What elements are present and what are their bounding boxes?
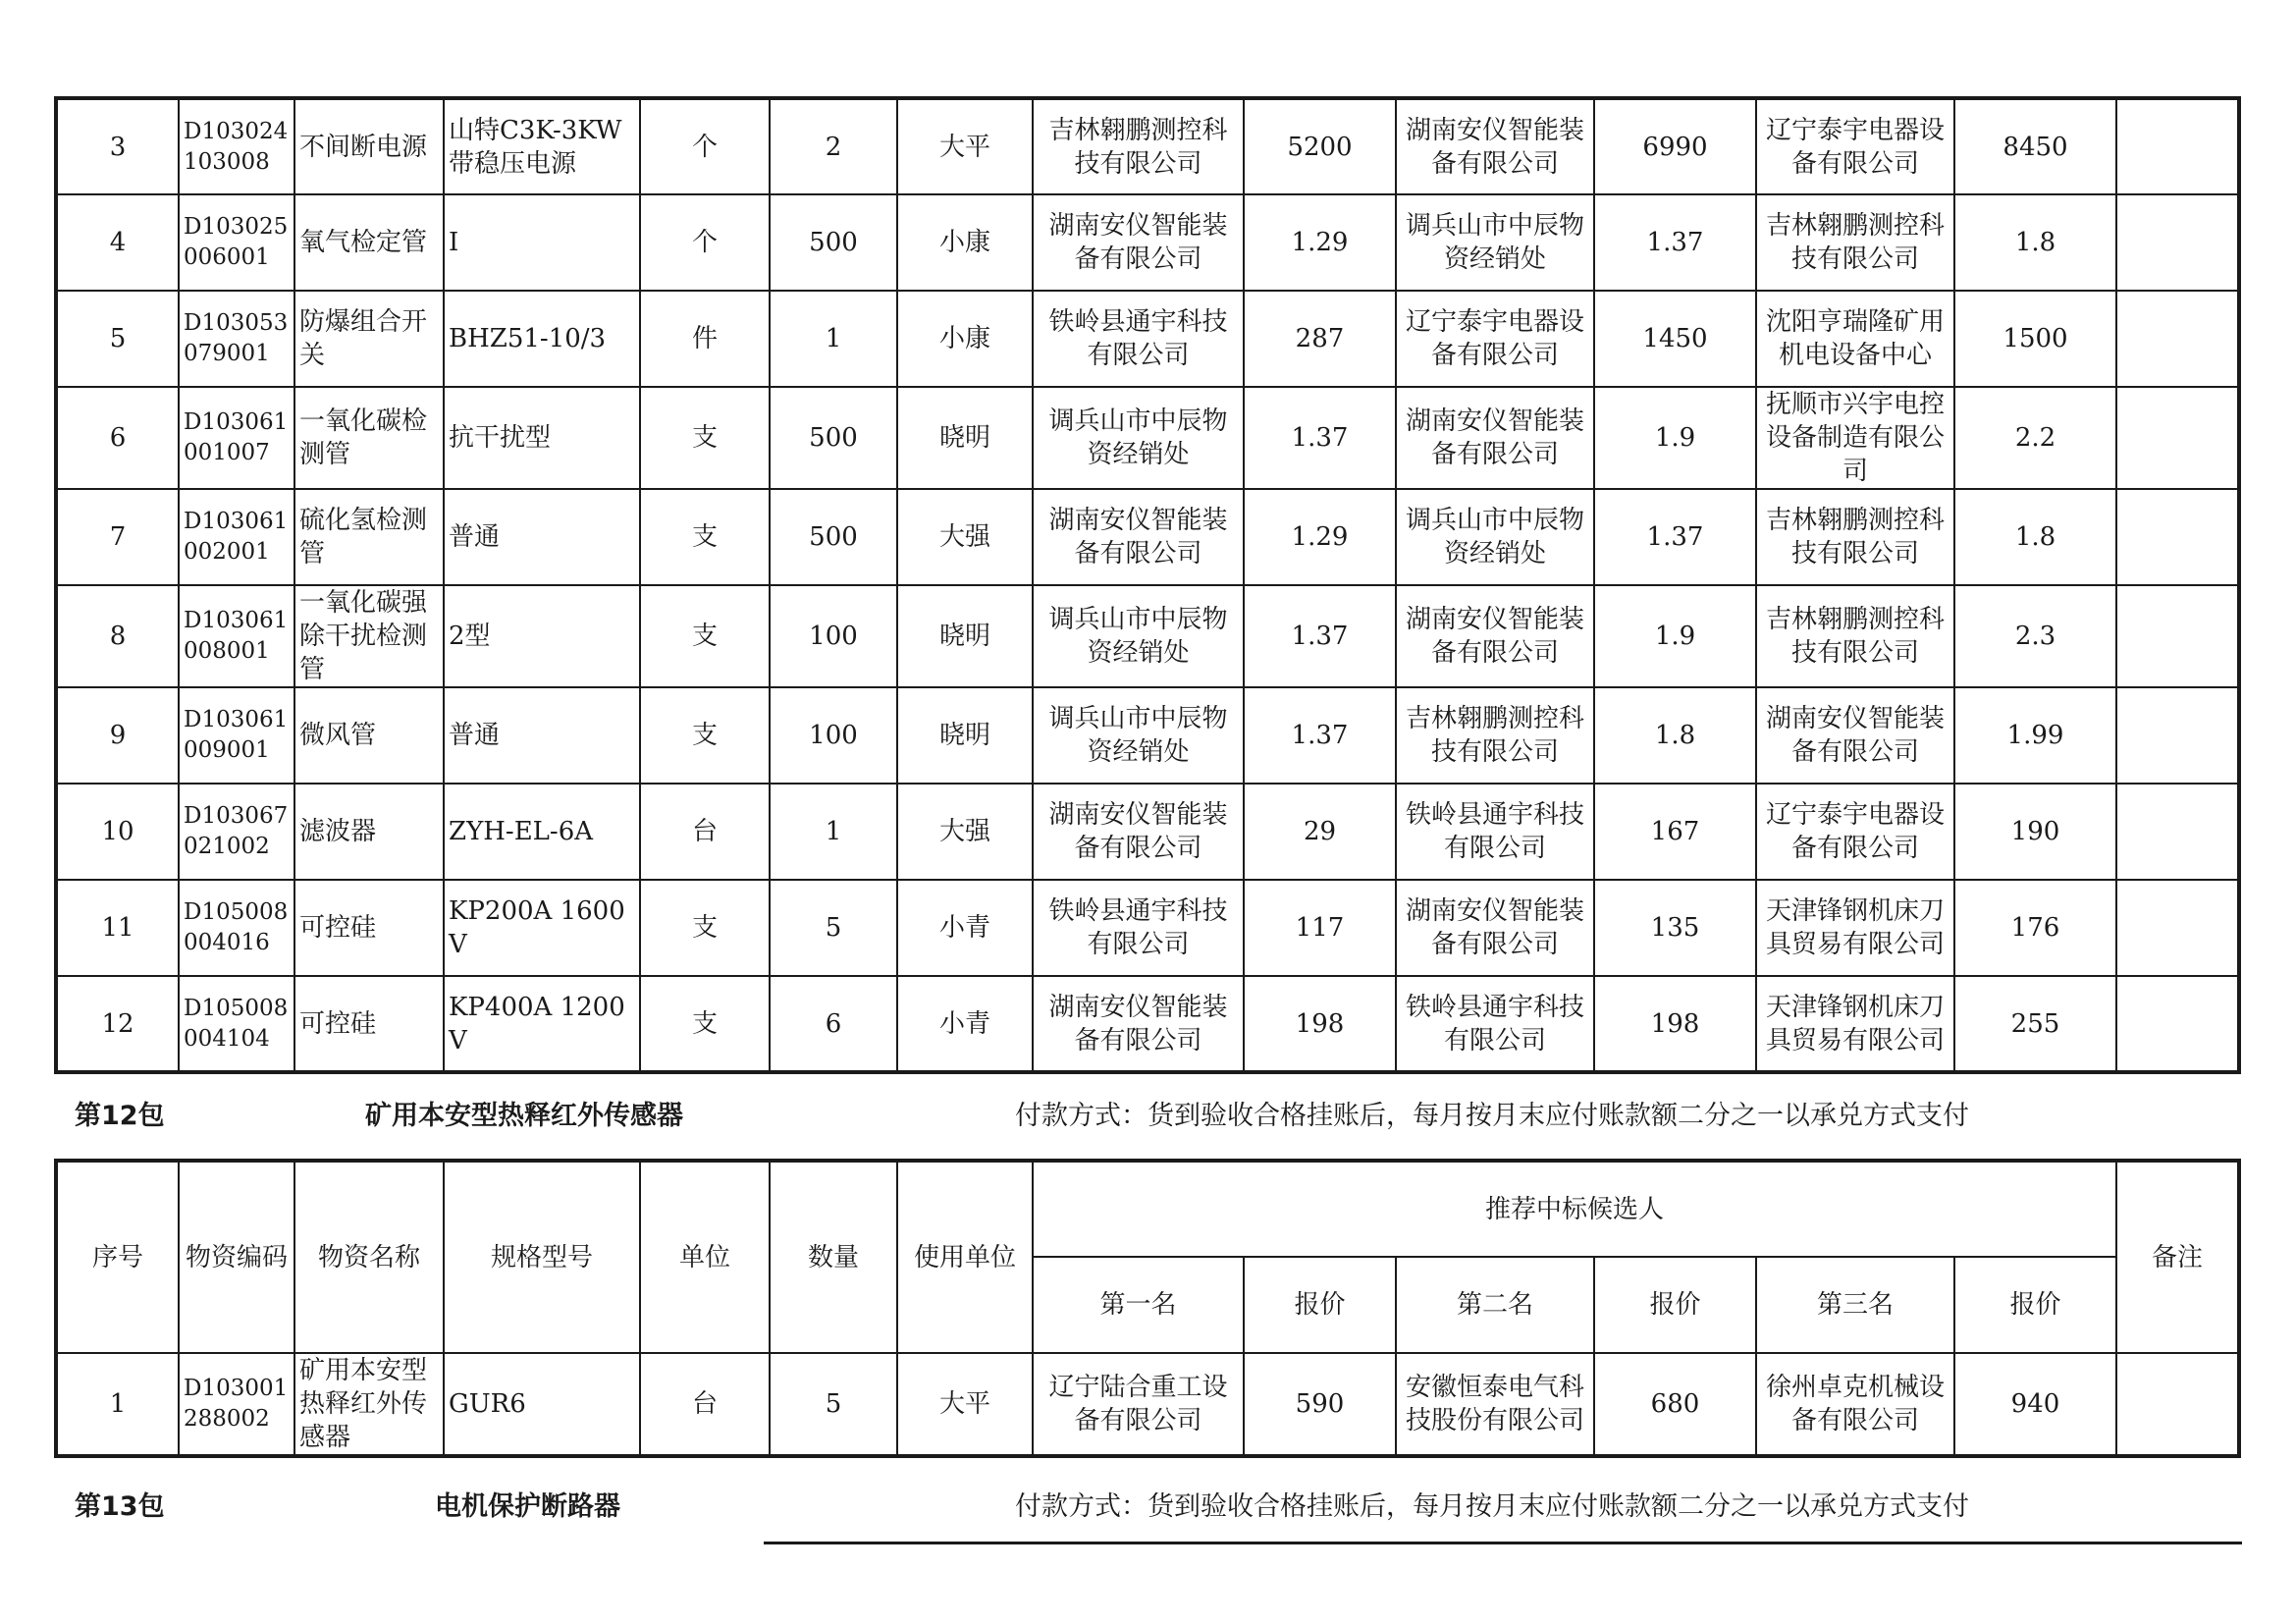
cell-spec-model: 2型: [444, 585, 640, 687]
header-material-code: 物资编码: [179, 1161, 294, 1353]
cell-material-name: 滤波器: [294, 784, 444, 880]
table-row: [56, 687, 2239, 784]
cell-serial-no: 6: [56, 387, 179, 489]
header-quantity: 数量: [770, 1161, 897, 1353]
header-remarks: 备注: [2116, 1161, 2239, 1353]
cell-material-name: 微风管: [294, 687, 444, 784]
cell-third-place: 徐州卓克机械设备有限公司: [1756, 1353, 1954, 1456]
cell-spec-model: I: [444, 194, 640, 291]
cell-price-3: 255: [1954, 976, 2116, 1072]
package-12-payment-terms: 付款方式：货到验收合格挂账后，每月按月末应付账款额二分之一以承兑方式支付: [1015, 1101, 1969, 1131]
cell-spec-model: 抗干扰型: [444, 387, 640, 489]
cell-remarks: [2116, 291, 2239, 387]
cell-user-unit: 小青: [897, 976, 1033, 1072]
table-row: [56, 880, 2239, 976]
cell-first-place: 调兵山市中辰物资经销处: [1033, 387, 1244, 489]
cell-price-1: 590: [1244, 1353, 1396, 1456]
cell-user-unit: 小康: [897, 291, 1033, 387]
cell-first-place: 铁岭县通宇科技有限公司: [1033, 880, 1244, 976]
cell-second-place: 铁岭县通宇科技有限公司: [1396, 784, 1594, 880]
cell-remarks: [2116, 687, 2239, 784]
cell-serial-no: 9: [56, 687, 179, 784]
cell-spec-model: ZYH-EL-6A: [444, 784, 640, 880]
cell-price-1: 287: [1244, 291, 1396, 387]
cell-quantity: 500: [770, 387, 897, 489]
cell-quantity: 500: [770, 489, 897, 585]
cell-user-unit: 小青: [897, 880, 1033, 976]
cell-spec-model: KP400A 1200V: [444, 976, 640, 1072]
cell-price-3: 1500: [1954, 291, 2116, 387]
table-row: [56, 784, 2239, 880]
header-spec-model: 规格型号: [444, 1161, 640, 1353]
cell-serial-no: 10: [56, 784, 179, 880]
cell-price-1: 117: [1244, 880, 1396, 976]
cell-price-2: 680: [1594, 1353, 1756, 1456]
cell-material-name: 一氧化碳检测管: [294, 387, 444, 489]
cell-spec-model: GUR6: [444, 1353, 640, 1456]
cell-price-2: 198: [1594, 976, 1756, 1072]
header-serial-no: 序号: [56, 1161, 179, 1353]
cell-unit: 支: [640, 489, 770, 585]
header-unit: 单位: [640, 1161, 770, 1353]
cell-quantity: 1: [770, 784, 897, 880]
table-row: [56, 387, 2239, 489]
header-price-3: 报价: [1954, 1257, 2116, 1353]
cell-material-code: D103053079001: [179, 291, 294, 387]
package-13-number: 第13包: [75, 1491, 165, 1522]
cell-quantity: 6: [770, 976, 897, 1072]
divider-line: [764, 1542, 2242, 1544]
header-price-1: 报价: [1244, 1257, 1396, 1353]
cell-price-1: 1.37: [1244, 585, 1396, 687]
cell-material-code: D103001288002: [179, 1353, 294, 1456]
cell-second-place: 铁岭县通宇科技有限公司: [1396, 976, 1594, 1072]
cell-first-place: 调兵山市中辰物资经销处: [1033, 687, 1244, 784]
cell-material-code: D103067021002: [179, 784, 294, 880]
cell-material-code: D105008004104: [179, 976, 294, 1072]
cell-price-2: 1450: [1594, 291, 1756, 387]
cell-third-place: 天津锋钢机床刀具贸易有限公司: [1756, 976, 1954, 1072]
cell-user-unit: 大平: [897, 1353, 1033, 1456]
cell-unit: 台: [640, 1353, 770, 1456]
header-price-2: 报价: [1594, 1257, 1756, 1353]
cell-serial-no: 4: [56, 194, 179, 291]
cell-user-unit: 晓明: [897, 387, 1033, 489]
procurement-table: [54, 96, 2241, 1074]
cell-material-code: D103061002001: [179, 489, 294, 585]
cell-unit: 支: [640, 387, 770, 489]
procurement-table-body: [56, 98, 2239, 1072]
cell-first-place: 湖南安仪智能装备有限公司: [1033, 194, 1244, 291]
cell-material-code: D103061009001: [179, 687, 294, 784]
cell-unit: 个: [640, 194, 770, 291]
cell-material-code: D103024103008: [179, 98, 294, 194]
table-row: [56, 194, 2239, 291]
table-row: [56, 291, 2239, 387]
cell-third-place: 吉林翱鹏测控科技有限公司: [1756, 194, 1954, 291]
cell-price-3: 2.2: [1954, 387, 2116, 489]
header-recommended-candidates: 推荐中标候选人: [1033, 1161, 2116, 1257]
cell-quantity: 100: [770, 687, 897, 784]
cell-third-place: 辽宁泰宇电器设备有限公司: [1756, 98, 1954, 194]
cell-serial-no: 7: [56, 489, 179, 585]
cell-price-1: 198: [1244, 976, 1396, 1072]
cell-serial-no: 5: [56, 291, 179, 387]
cell-second-place: 调兵山市中辰物资经销处: [1396, 194, 1594, 291]
cell-unit: 台: [640, 784, 770, 880]
cell-user-unit: 大平: [897, 98, 1033, 194]
package-12-number: 第12包: [75, 1101, 165, 1131]
cell-first-place: 吉林翱鹏测控科技有限公司: [1033, 98, 1244, 194]
cell-third-place: 湖南安仪智能装备有限公司: [1756, 687, 1954, 784]
cell-third-place: 抚顺市兴宇电控设备制造有限公司: [1756, 387, 1954, 489]
header-first-place: 第一名: [1033, 1257, 1244, 1353]
cell-price-3: 176: [1954, 880, 2116, 976]
cell-user-unit: 晓明: [897, 687, 1033, 784]
cell-price-3: 8450: [1954, 98, 2116, 194]
cell-price-2: 1.37: [1594, 194, 1756, 291]
package-13-title: 电机保护断路器: [435, 1491, 620, 1522]
cell-unit: 支: [640, 687, 770, 784]
cell-user-unit: 大强: [897, 784, 1033, 880]
cell-material-code: D105008004016: [179, 880, 294, 976]
cell-serial-no: 12: [56, 976, 179, 1072]
cell-user-unit: 小康: [897, 194, 1033, 291]
cell-quantity: 1: [770, 291, 897, 387]
cell-quantity: 500: [770, 194, 897, 291]
table-row: [56, 1353, 2239, 1456]
cell-price-2: 1.37: [1594, 489, 1756, 585]
cell-remarks: [2116, 194, 2239, 291]
cell-third-place: 沈阳亨瑞隆矿用机电设备中心: [1756, 291, 1954, 387]
cell-unit: 支: [640, 880, 770, 976]
cell-quantity: 2: [770, 98, 897, 194]
cell-quantity: 5: [770, 1353, 897, 1456]
cell-remarks: [2116, 387, 2239, 489]
cell-price-1: 29: [1244, 784, 1396, 880]
cell-price-2: 6990: [1594, 98, 1756, 194]
package-12-header-row: [56, 1161, 2239, 1257]
cell-price-3: 2.3: [1954, 585, 2116, 687]
cell-price-2: 135: [1594, 880, 1756, 976]
header-second-place: 第二名: [1396, 1257, 1594, 1353]
cell-serial-no: 1: [56, 1353, 179, 1456]
cell-first-place: 湖南安仪智能装备有限公司: [1033, 784, 1244, 880]
cell-unit: 个: [640, 98, 770, 194]
cell-price-2: 167: [1594, 784, 1756, 880]
cell-first-place: 调兵山市中辰物资经销处: [1033, 585, 1244, 687]
cell-material-name: 矿用本安型热释红外传感器: [294, 1353, 444, 1456]
table-row: [56, 585, 2239, 687]
cell-material-code: D103025006001: [179, 194, 294, 291]
table-row: [56, 489, 2239, 585]
header-user-unit: 使用单位: [897, 1161, 1033, 1353]
cell-third-place: 吉林翱鹏测控科技有限公司: [1756, 585, 1954, 687]
cell-user-unit: 大强: [897, 489, 1033, 585]
cell-first-place: 湖南安仪智能装备有限公司: [1033, 976, 1244, 1072]
cell-first-place: 湖南安仪智能装备有限公司: [1033, 489, 1244, 585]
cell-remarks: [2116, 976, 2239, 1072]
cell-second-place: 辽宁泰宇电器设备有限公司: [1396, 291, 1594, 387]
cell-third-place: 辽宁泰宇电器设备有限公司: [1756, 784, 1954, 880]
cell-price-2: 1.9: [1594, 387, 1756, 489]
cell-third-place: 天津锋钢机床刀具贸易有限公司: [1756, 880, 1954, 976]
package-12-table: [54, 1159, 2241, 1458]
cell-quantity: 5: [770, 880, 897, 976]
cell-material-name: 硫化氢检测管: [294, 489, 444, 585]
cell-price-2: 1.9: [1594, 585, 1756, 687]
cell-third-place: 吉林翱鹏测控科技有限公司: [1756, 489, 1954, 585]
cell-serial-no: 8: [56, 585, 179, 687]
cell-price-3: 1.8: [1954, 194, 2116, 291]
cell-second-place: 湖南安仪智能装备有限公司: [1396, 585, 1594, 687]
cell-material-name: 可控硅: [294, 880, 444, 976]
cell-unit: 支: [640, 976, 770, 1072]
package-12-title: 矿用本安型热释红外传感器: [365, 1101, 683, 1131]
cell-remarks: [2116, 489, 2239, 585]
cell-price-1: 1.29: [1244, 489, 1396, 585]
cell-serial-no: 11: [56, 880, 179, 976]
cell-material-code: D103061001007: [179, 387, 294, 489]
cell-remarks: [2116, 880, 2239, 976]
cell-user-unit: 晓明: [897, 585, 1033, 687]
cell-material-name: 一氧化碳强除干扰检测管: [294, 585, 444, 687]
cell-first-place: 辽宁陆合重工设备有限公司: [1033, 1353, 1244, 1456]
cell-unit: 支: [640, 585, 770, 687]
cell-spec-model: KP200A 1600V: [444, 880, 640, 976]
cell-price-3: 1.8: [1954, 489, 2116, 585]
cell-spec-model: 普通: [444, 489, 640, 585]
cell-remarks: [2116, 784, 2239, 880]
cell-price-1: 1.37: [1244, 387, 1396, 489]
cell-price-1: 1.37: [1244, 687, 1396, 784]
cell-price-2: 1.8: [1594, 687, 1756, 784]
cell-second-place: 湖南安仪智能装备有限公司: [1396, 880, 1594, 976]
cell-price-1: 5200: [1244, 98, 1396, 194]
cell-second-place: 吉林翱鹏测控科技有限公司: [1396, 687, 1594, 784]
cell-second-place: 湖南安仪智能装备有限公司: [1396, 387, 1594, 489]
cell-second-place: 湖南安仪智能装备有限公司: [1396, 98, 1594, 194]
table-row: [56, 976, 2239, 1072]
cell-unit: 件: [640, 291, 770, 387]
cell-second-place: 安徽恒泰电气科技股份有限公司: [1396, 1353, 1594, 1456]
cell-material-name: 不间断电源: [294, 98, 444, 194]
cell-second-place: 调兵山市中辰物资经销处: [1396, 489, 1594, 585]
cell-serial-no: 3: [56, 98, 179, 194]
cell-spec-model: BHZ51-10/3: [444, 291, 640, 387]
cell-material-name: 可控硅: [294, 976, 444, 1072]
cell-spec-model: 山特C3K-3KW带稳压电源: [444, 98, 640, 194]
table-row: [56, 98, 2239, 194]
cell-price-3: 1.99: [1954, 687, 2116, 784]
cell-quantity: 100: [770, 585, 897, 687]
cell-spec-model: 普通: [444, 687, 640, 784]
cell-first-place: 铁岭县通宇科技有限公司: [1033, 291, 1244, 387]
header-third-place: 第三名: [1756, 1257, 1954, 1353]
cell-price-3: 190: [1954, 784, 2116, 880]
cell-material-name: 氧气检定管: [294, 194, 444, 291]
package-13-payment-terms: 付款方式：货到验收合格挂账后，每月按月末应付账款额二分之一以承兑方式支付: [1015, 1491, 1969, 1522]
header-material-name: 物资名称: [294, 1161, 444, 1353]
cell-price-1: 1.29: [1244, 194, 1396, 291]
cell-material-name: 防爆组合开关: [294, 291, 444, 387]
cell-remarks: [2116, 585, 2239, 687]
cell-material-code: D103061008001: [179, 585, 294, 687]
cell-price-3: 940: [1954, 1353, 2116, 1456]
cell-remarks: [2116, 98, 2239, 194]
cell-remarks: [2116, 1353, 2239, 1456]
